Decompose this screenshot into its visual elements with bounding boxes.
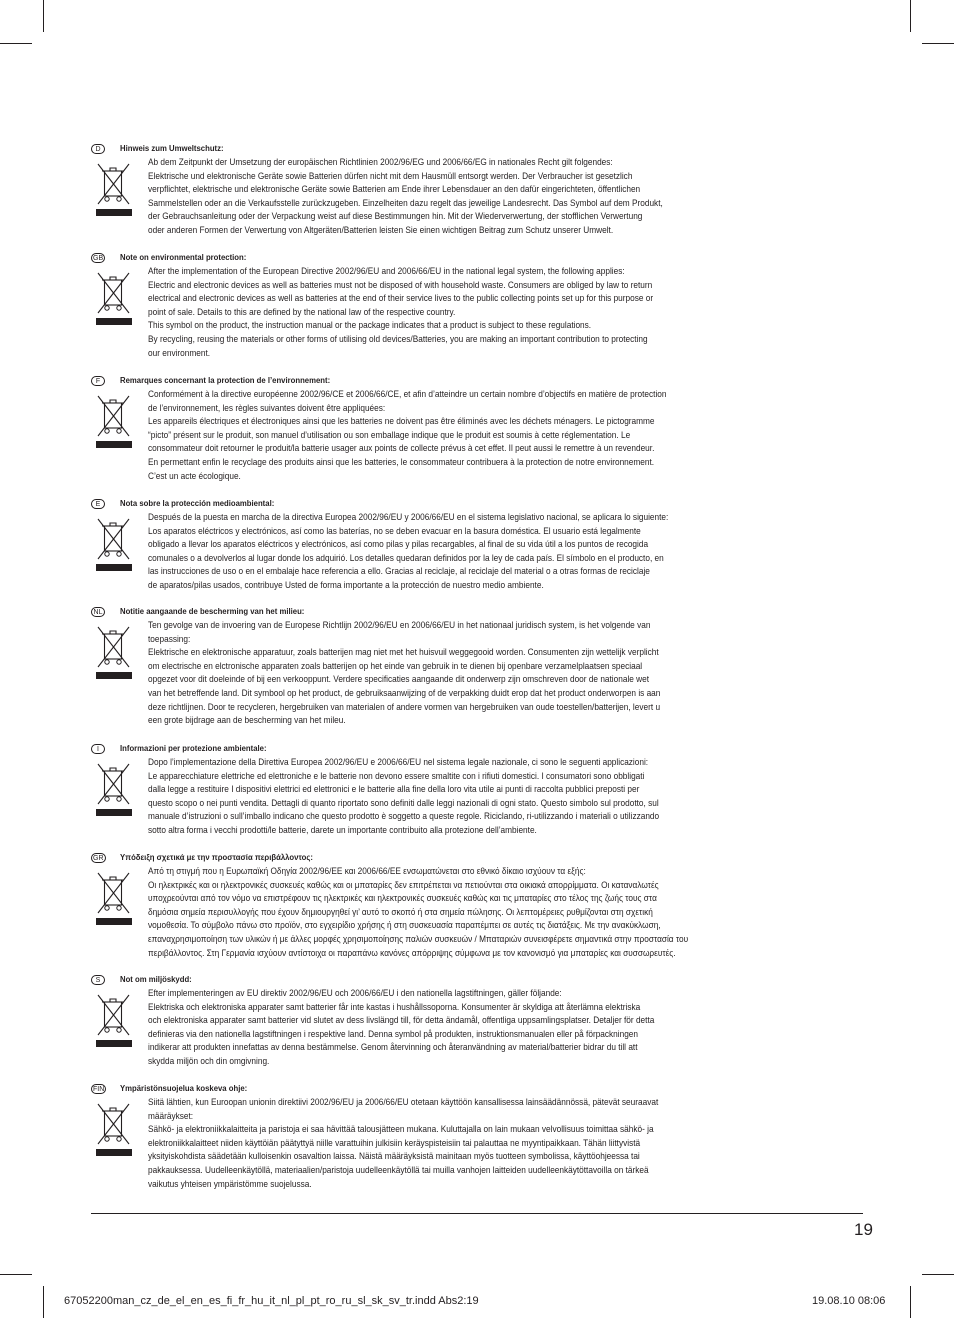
- notice-body: [148, 1096, 778, 1191]
- notice-body: [148, 756, 778, 838]
- notice-line: opgezet voor dit doeleinde of bij een verkooppunt. Verdere specificaties aangaande dit onderwerp zijn omschreven door de nationale wet: [148, 674, 650, 685]
- notice-line: Les appareils électriques et électroniques ainsi que les batteries ne doivent pas être éliminés avec les déchets ménagers. Le pictogramme: [148, 416, 655, 427]
- notice-body: [148, 619, 778, 728]
- notice-line: verpflichtet, elektrische und elektronische Geräte sowie Batterien am Ende ihrer Lebensdauer an den dafür eingerichteten, öffentlichen: [148, 184, 641, 195]
- notice-line: pakkauksessa. Uudelleenkäytöllä, materiaalien/paristoja uudelleenkäytöllä tai muilla vanhojen laitteiden uudelleenkäytöttavoilla on tärkeä: [148, 1164, 649, 1175]
- notice-body: [148, 511, 778, 593]
- notice-line: indikerar att produkten innefattas av denna bestämmelse. Genom återvinning och återanvändning av material/batterier bidrar du till att: [148, 1042, 638, 1053]
- notice-body: [148, 865, 778, 960]
- notice-line: manuale d’istruzioni o sull’imballo indicano che questo prodotto è soggetto a queste regole. Riciclando, ri-utilizzando i materiali o utilizzando: [148, 811, 660, 822]
- language-code-badge: FIN: [93, 1086, 105, 1093]
- notice-line: deze richtlijnen. Door te recycleren, hergebruiken van materialen of andere vormen van hergebruiken van oude toestellen/batterijen, levert u: [148, 701, 661, 712]
- notice-line: δημόσια σημεία περισυλλογής που έχουν δημιουργηθεί γι’ αυτό το σκοπό ή στα σημεία πώλησης. Οι λεπτομέρειες ρυθμίζονται στη σχετική: [148, 906, 653, 917]
- notice-body: [148, 987, 778, 1069]
- notice-line: obligado a llevar los aparatos eléctricos y electrónicos, así como pilas y pilas recargables, al final de su vida útil a los puntos de recogida: [148, 539, 649, 550]
- notice-header: [91, 743, 791, 756]
- notice-line: comunales o a devolverlos al lugar donde los adquirió. Los detalles quedaran definidos por la ley de cada país. El símbolo en el producto, en: [148, 552, 664, 563]
- notice-title: Nota sobre la protección medioambiental:: [120, 498, 275, 508]
- notice-line: sotto altra forma i vecchi prodotti/le batterie, darete un importante contribuito alla protezione dell’ambiente.: [148, 824, 537, 835]
- notice-line: dalla legge a restituire I dispositivi elettrici ed elettronici e le batterie alla fine della loro vita utile ai punti di raccolta pubblici preposti per: [148, 784, 640, 795]
- notice-section: [91, 743, 791, 835]
- notice-line: This symbol on the product, the instruction manual or the package indicates that a product is subject to these regulations.: [148, 320, 592, 331]
- notice-line: och elektroniska apparater samt batterier vid slutet av dess livslängd till, för detta ändamål, offentliga uppsamlingsplatser. Detaljer för detta: [148, 1015, 655, 1026]
- notice-line: υποχρεούνται από τον νόμο να επιστρέφουν τις ηλεκτρικές και ηλεκτρονικές συσκευές καθώς και τις μπαταρίες στο τέλος της ζωής τους στα: [148, 893, 657, 904]
- language-code-badge: I: [91, 744, 105, 754]
- notice-line: Elektrische en elektronische apparatuur, zoals batterijen mag niet met het huisvuil weggegooid worden. Consumenten zijn wettelijk verplicht: [148, 647, 659, 658]
- notice-header: [91, 1083, 791, 1096]
- crossed-out-wheelie-bin-icon: [96, 869, 132, 925]
- crossed-out-wheelie-bin-icon: [96, 760, 132, 816]
- notice-line: elektroniikkalaitteet niiden käyttöiän päätyttyä niille varattuihin julkisiin keräyspisteisiin tai palauttaa ne myyntipaikkaan. Tähän liittyvistä: [148, 1137, 641, 1148]
- notice-line: By recycling, reusing the materials or other forms of utilising old devices/Batteries, you are making an important contribution to protecting: [148, 333, 648, 344]
- crop-mark: [43, 0, 44, 32]
- notice-line: επαναχρησιμοποίηση των υλικών ή με άλλες μορφές χρησιμοποίησης παλιών συσκευών / Μπαταριών συνεισφέρετε σημαντικά στην προστασία του: [148, 933, 689, 944]
- language-code-badge: GR: [93, 855, 104, 862]
- notice-title: Υπόδειξη σχετικά με την προστασία περιβάλλοντος:: [120, 852, 313, 862]
- notice-title: Informazioni per protezione ambientale:: [120, 743, 267, 753]
- notice-line: Από τη στιγμή που η Ευρωπαϊκή Οδηγία 2002/96/ΕΕ και 2006/66/ΕΕ ενσωματώνεται στο εθνικό δίκαιο ισχύουν τα εξής:: [148, 866, 586, 876]
- notice-line: Dopo l’implementazione della Direttiva Europea 2002/96/EU e 2006/66/EU nel sistema legale nazionale, ci sono le seguenti applicazioni:: [148, 757, 649, 767]
- notice-line: questo scopo o nei punti vendita. Dettagli di quanto riportato sono definiti dalle leggi nazionali di ogni stato. Questo simbolo sul prodotto, sul: [148, 797, 659, 808]
- notice-section: [91, 498, 791, 590]
- notice-line: Efter implementeringen av EU direktiv 2002/96/EU och 2006/66/EU i den nationella lagstiftningen, gäller följande:: [148, 988, 562, 998]
- footer-rule: [91, 1213, 863, 1214]
- notice-header: [91, 974, 791, 987]
- crop-mark: [0, 1274, 32, 1275]
- notice-line: En permettant enfin le recyclage des produits ainsi que les batteries, le consommateur contribuera à la protection de notre environnement.: [148, 456, 655, 467]
- notice-title: Remarques concernant la protection de l’environnement:: [120, 375, 331, 385]
- notice-body: [148, 388, 778, 483]
- language-code-badge: D: [91, 144, 105, 154]
- crop-mark: [922, 43, 954, 44]
- notice-line: consommateur doit retourner le produit/la batterie usager aux points de collecte prévus à cet effet. Il peut aussi le remettre à un revendeur.: [148, 443, 655, 454]
- crossed-out-wheelie-bin-icon: [96, 269, 132, 325]
- notice-line: een grote bijdrage aan de bescherming van het mileu.: [148, 715, 346, 726]
- notice-body: [148, 265, 778, 360]
- notice-line: Conformément à la directive européenne 2002/96/CE et 2006/66/CE, et afin d’atteindre un certain nombre d’objectifs en matière de protection: [148, 389, 667, 399]
- notice-line: de l’environnement, les règles suivantes doivent être appliquées:: [148, 402, 386, 413]
- crossed-out-wheelie-bin-icon: [96, 515, 132, 571]
- notice-header: [91, 852, 791, 865]
- notice-line: skydda miljön och din omgivning.: [148, 1055, 270, 1066]
- notice-title: Ympäristönsuojelua koskeva ohje:: [120, 1083, 248, 1093]
- notice-section: [91, 974, 791, 1066]
- notice-line: definieras via den nationella lagstiftningen i respektive land. Denna symbol på produkten, instruktionsmanualen eller på förpackningen: [148, 1028, 639, 1039]
- notice-line: After the implementation of the European Directive 2002/96/EU and 2006/66/EU in the national legal system, the following applies:: [148, 266, 625, 276]
- crop-mark: [0, 43, 32, 44]
- notice-title: Not om miljöskydd:: [120, 974, 192, 984]
- notice-title: Hinweis zum Umweltschutz:: [120, 143, 224, 153]
- notice-section: [91, 143, 791, 235]
- notice-line: our environment.: [148, 347, 211, 358]
- notice-line: toepassing:: [148, 633, 191, 644]
- notice-section: [91, 252, 791, 358]
- crossed-out-wheelie-bin-icon: [96, 623, 132, 679]
- notice-line: de aparatos/pilas usados, contribuye Usted de forma importante a la protección de nuestro medio ambiente.: [148, 579, 544, 590]
- notice-line: Le apparecchiature elettriche ed elettroniche e le batterie non devono essere smaltite con i rifiuti domestici. I consumatori sono obbligati: [148, 770, 645, 781]
- notice-header: [91, 143, 791, 156]
- notice-line: περιβάλλοντος. Στη Γερμανία ισχύουν αντίστοιχα οι παραπάνω κανόνες απόρριψης σύμφωνα με τον κανονισμό για μπαταρίες και συσσωρευτές.: [148, 947, 676, 958]
- crossed-out-wheelie-bin-icon: [96, 991, 132, 1047]
- print-slug-date: 19.08.10 08:06: [812, 1295, 886, 1307]
- notice-header: [91, 375, 791, 388]
- language-code-badge: GB: [93, 255, 104, 262]
- notice-line: νομοθεσία. Το σύμβολο πάνω στο προϊόν, στο εγχειρίδιο χρήσης ή στη συσκευασία παραπέμπει σε αυτές τις διατάξεις. Με την ανακύκλωση,: [148, 920, 661, 931]
- language-code-badge: S: [91, 975, 105, 985]
- notice-title: Notitie aangaande de bescherming van het milieu:: [120, 606, 305, 616]
- notice-line: der Gebrauchsanleitung oder der Verpackung weist auf diese Bestimmungen hin. Mit der Wiederverwertung, der stofflichen Verwertung: [148, 211, 643, 222]
- notice-line: vaikutus yhteisen ympäristömme suojelussa.: [148, 1178, 312, 1189]
- notice-line: van het betreffende land. Dit symbool op het product, de gebruiksaanwijzing of de verpakking duidt erop dat het product onderworpen is aan: [148, 687, 661, 698]
- crossed-out-wheelie-bin-icon: [96, 160, 132, 216]
- notice-title: Note on environmental protection:: [120, 252, 247, 262]
- notice-line: Siitä lähtien, kun Euroopan unionin direktiivi 2002/96/EU ja 2006/66/EU otetaan käyttöön kansallisessa lainsäädännössä, pätevät seuraavat: [148, 1097, 659, 1107]
- crop-mark: [910, 1286, 911, 1318]
- notice-line: yksityiskohdista säädetään kulloisenkin osavaltion laissa. Näistä määräyksistä mainitaan myös tuotteen symbolissa, käyttöohjeessa tai: [148, 1151, 640, 1162]
- notice-line: Elektrische und elektronische Geräte sowie Batterien dürfen nicht mit dem Hausmüll entsorgt werden. Der Verbraucher ist gesetzlich: [148, 170, 633, 181]
- language-code-badge: NL: [91, 607, 105, 617]
- notice-line: Los aparatos eléctricos y electrónicos, así como las baterías, no se deben evacuar en la basura doméstica. El usuario está legalmente: [148, 525, 641, 536]
- notice-header: [91, 252, 791, 265]
- notice-line: Οι ηλεκτρικές και οι ηλεκτρονικές συσκευές καθώς και οι μπαταρίες δεν επιτρέπεται να πετιούνται στα οικιακά απορρίμματα. Οι καταναλωτές: [148, 879, 659, 890]
- notice-line: C’est un acte écologique.: [148, 470, 241, 481]
- notice-line: point of sale. Details to this are defined by the national law of the respective country.: [148, 306, 456, 317]
- crop-mark: [910, 0, 911, 32]
- print-slug-file: 67052200man_cz_de_el_en_es_fi_fr_hu_it_nl_pl_pt_ro_ru_sl_sk_sv_tr.indd Abs2:19: [64, 1295, 479, 1307]
- notice-header: [91, 498, 791, 511]
- notice-line: om electrische en elctronische apparaten zoals batterijen op het einde van gebruik in te dienen bij openbare verzamelplaatsen speciaal: [148, 660, 643, 671]
- notice-line: Sähkö- ja elektroniikkalaitteita ja paristoja ei saa hävittää talousjätteen mukana. Kuluttajalla on lain mukaan velvollisuus toimittaa sähkö- ja: [148, 1124, 654, 1135]
- notice-line: Sammelstellen oder an die Verkaufsstelle zurückzugeben. Einzelheiten dazu regelt das jeweilige Landesrecht. Das Symbol auf dem Produkt,: [148, 197, 663, 208]
- notice-section: [91, 852, 791, 958]
- crop-mark: [922, 1274, 954, 1275]
- notice-line: Ab dem Zeitpunkt der Umsetzung der europäischen Richtlinien 2002/96/EG und 2006/66/EG in nationales Recht gilt folgendes:: [148, 157, 613, 167]
- crossed-out-wheelie-bin-icon: [96, 392, 132, 448]
- notice-line: Elektriska och elektroniska apparater samt batterier får inte kastas i hushållssoporna. Konsumenter är skyldiga att återlämna elektriska: [148, 1001, 641, 1012]
- notice-line: Ten gevolge van de invoering van de Europese Richtlijn 2002/96/EU en 2006/66/EU in het nationaal juridisch system, is het volgende van: [148, 620, 651, 630]
- crop-mark: [43, 1286, 44, 1318]
- notice-section: [91, 375, 791, 481]
- notice-header: [91, 606, 791, 619]
- notice-line: määräykset:: [148, 1110, 194, 1121]
- notice-section: [91, 606, 791, 726]
- language-code-badge: F: [91, 376, 105, 386]
- notice-section: [91, 1083, 791, 1189]
- crossed-out-wheelie-bin-icon: [96, 1100, 132, 1156]
- language-code-badge: E: [91, 499, 105, 509]
- page-number: 19: [854, 1220, 873, 1239]
- notice-line: oder anderen Formen der Verwertung von Altgeräten/Batterien leisten Sie einen wichtigen Beitrag zum Schutz unserer Umwelt.: [148, 224, 614, 235]
- notice-line: electrical and electronic devices as well as batteries at the end of their service lives to the public collecting points set up for this purpose or: [148, 293, 654, 304]
- notice-line: Después de la puesta en marcha de la directiva Europea 2002/96/EU y 2006/66/EU en el sistema legislativo nacional, se aplicara lo siguiente:: [148, 512, 669, 522]
- notice-body: [148, 156, 778, 238]
- notice-line: “picto” présent sur le produit, son manuel d’utilisation ou son emballage indique que le produit est soumis à cette réglementation. Le: [148, 429, 631, 440]
- notice-line: Electric and electronic devices as well as batteries must not be disposed of with household waste. Consumers are obliged by law to return: [148, 279, 653, 290]
- notice-line: las instrucciones de uso o en el embalaje hace referencia a ello. Gracias al reciclaje, al reciclaje del material o a otras formas de reciclaje: [148, 566, 650, 577]
